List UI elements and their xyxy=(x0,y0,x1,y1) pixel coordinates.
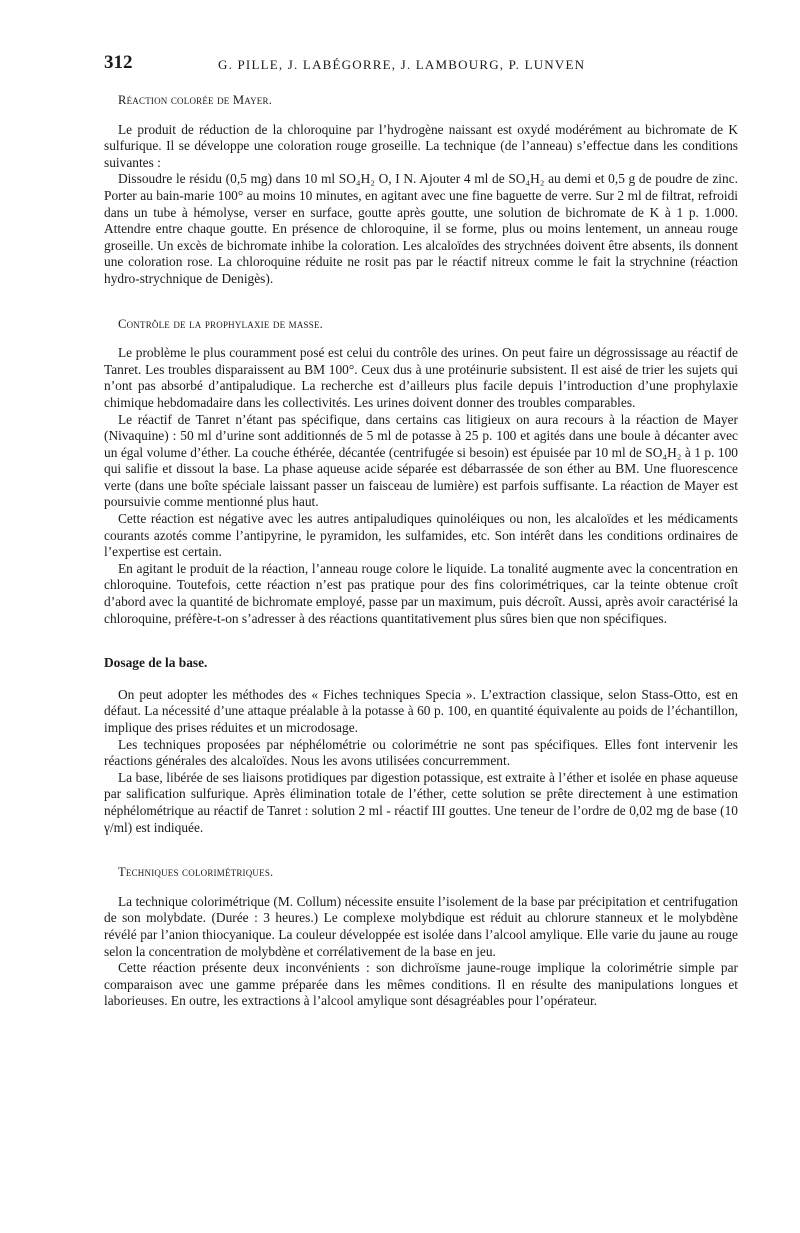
paragraph: La base, libérée de ses liaisons protidiques par digestion potassique, est extraite à l’éther et isolée en phase aqueuse par salification sulfurique. Après élimination totale de l’éther, cette solution se prête directement à une estimation néphélométrique au réactif de Tanret : solution 2 ml - réactif III gouttes. Une teneur de l’ordre de 0,02 mg de base (10 γ/ml) est indiquée. xyxy=(104,769,738,835)
paragraph: Cette réaction est négative avec les autres antipaludiques quinoléiques ou non, les alcaloïdes et les médicaments courants azotés comme l’antipyrine, le pyramidon, les sulfamides, etc. Son intérêt dans les conditions ordinaires de l’expertise est certain. xyxy=(104,511,738,560)
paragraph: Le problème le plus couramment posé est celui du contrôle des urines. On peut faire un dégrossissage au réactif de Tanret. Les troubles disparaissent au BM 100°. Ceux dus à une protéinurie subsistent. Il est aisé de trier les sujets qui n’ont pas absorbé d’antipaludique. La recherche est d’ailleurs plus facile depuis l’introduction d’une prophylaxie chimique hebdomadaire dans les collectivités. Les urines doivent donner des troubles comparables. xyxy=(104,345,738,410)
page-number: 312 xyxy=(104,52,133,73)
paragraph: Le produit de réduction de la chloroquine par l’hydrogène naissant est oxydé modérément au bichromate de K sulfurique. Il se développe une coloration rouge groseille. La technique (de l’anneau) s’effectue dans les conditions suivantes : xyxy=(104,121,738,170)
paragraph: Dissoudre le résidu (0,5 mg) dans 10 ml SO₄H₂ O, I N. Ajouter 4 ml de SO₄H₂ au demi et 0,5 g de poudre de zinc. Porter au bain-marie 100° au moins 10 minutes, en agitant avec une fine baguette de verre. Sur 2 ml de filtrat, refroidi dans un tube à hémolyse, verser en surface, goutte après goutte, une solution de bichromate de K à 1 p. 1.000. Attendre entre chaque goutte. En présence de chloroquine, il se forme, plus ou moins lentement, un anneau rouge groseille. Un excès de bichromate inhibe la coloration. Les alcaloïdes des strychnées doivent être absents, ils donnent une coloration rose. La chloroquine réduite ne rosit pas par le réactif nitreux comme le fait la strychnine (réaction hydro-strychnique de Denigès). xyxy=(104,171,738,286)
page-header xyxy=(104,52,724,76)
paragraph: En agitant le produit de la réaction, l’anneau rouge colore le liquide. La tonalité augmente avec la concentration en chloroquine. Toutefois, cette réaction n’est pas pratique pour des fins colorimétriques, car la teinte obtenue croît d’abord avec la quantité de bichromate employé, passe par un maximum, puis décroît. Aussi, après avoir caractérisé la chloroquine, préfère-t-on s’adresser à des réactions quantitativement plus sûres bien que non spécifiques. xyxy=(104,560,738,626)
running-title: G. PILLE, J. LABÉGORRE, J. LAMBOURG, P. LUNVEN xyxy=(218,57,586,72)
article-body xyxy=(104,92,738,1010)
section-heading-dosage: Dosage de la base. xyxy=(104,655,208,671)
section-heading-mayer: Réaction colorée de Mayer. xyxy=(118,93,273,107)
paragraph: On peut adopter les méthodes des « Fiches techniques Specia ». L’extraction classique, selon Stass-Otto, est en défaut. La nécessité d’une attaque préalable à la potasse à 60 p. 100, en quantité équivalente au poids de l’échantillon, implique des prises réduites et un microdosage. xyxy=(104,686,738,735)
paragraph: Cette réaction présente deux inconvénients : son dichroïsme jaune-rouge implique la colorimétrie simple par comparaison avec une gamme préparée dans les mêmes conditions. Il en résulte des manipulations longues et laborieuses. En outre, les extractions à l’alcool amylique sont désagréables pour l’opérateur. xyxy=(104,960,738,1009)
paragraph: Les techniques proposées par néphélométrie ou colorimétrie ne sont pas spécifiques. Elles font intervenir les réactions générales des alcaloïdes. Nous les avons utilisées concurremment. xyxy=(104,736,738,769)
section-heading-prophylaxie: Contrôle de la prophylaxie de masse. xyxy=(118,316,323,331)
section-heading-colorimetrie: Techniques colorimétriques. xyxy=(118,865,274,880)
paragraph: La technique colorimétrique (M. Collum) nécessite ensuite l’isolement de la base par précipitation et centrifugation de son molybdate. (Durée : 3 heures.) Le complexe molybdique est réduit au chlorure stanneux et le molybdène révélé par l’anion thiocyanique. La couleur développée est isolée dans l’alcool amylique. Elle varie du jaune au rouge selon la concentration de molybdène et corrélativement de la base en jeu. xyxy=(104,893,738,959)
paragraph: Le réactif de Tanret n’étant pas spécifique, dans certains cas litigieux on aura recours à la réaction de Mayer (Nivaquine) : 50 ml d’urine sont additionnés de 5 ml de potasse à 25 p. 100 et agités dans une boule à décanter avec un égal volume d’éther. La couche éthérée, décantée (centrifugée si besoin) est épuisée par 10 ml de SO₄H₂ à 1 p. 100 qui salifie et dissout la base. La phase aqueuse acide séparée est débarrassée de son éther au BM. Une fluorescence verte (dans une boîte spéciale laissant passer un faisceau de lumière) est parfois suffisante. La réaction de Mayer est poursuivie comme mentionné plus haut. xyxy=(104,411,738,510)
